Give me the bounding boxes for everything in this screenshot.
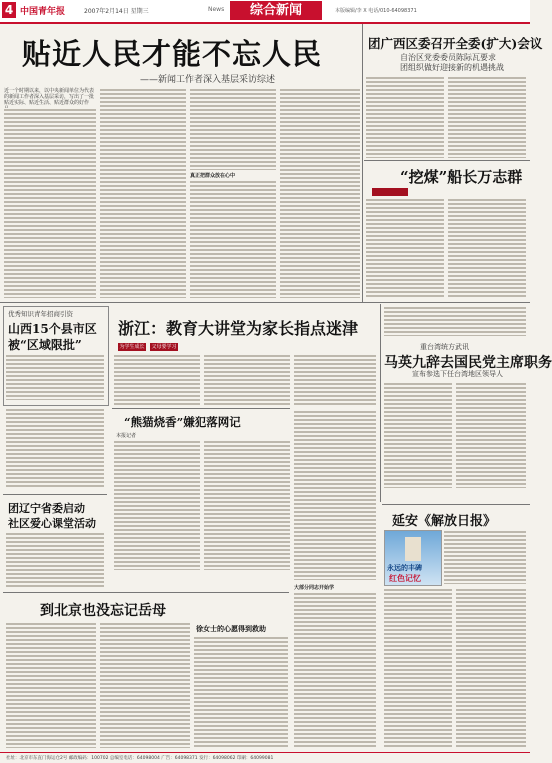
yanan-logo — [384, 530, 442, 586]
zhejiang-column-3 — [294, 354, 376, 406]
lead-column-4 — [280, 88, 360, 298]
taiwan-subtitle-top: 重台湾统方武讯 — [420, 343, 469, 351]
lead-column-3b — [190, 180, 276, 298]
lead-intro: 近一个时期以来，以中央新闻单位为代表的新闻工作者深入基层采访，写出了一批贴近实际、贴近生活、贴近群众的好作 — [4, 88, 95, 106]
beijing-column-1 — [6, 622, 96, 748]
zhejiang-column-2 — [204, 354, 290, 406]
lead-subhead: 真正把群众放在心中 — [190, 173, 236, 179]
divider — [3, 592, 289, 593]
page-number: 4 — [2, 2, 16, 18]
tuanjie-headline-2: 社区爱心课堂活动 — [8, 517, 96, 530]
lead-column-3a — [190, 88, 276, 170]
shanxi-body — [6, 354, 104, 400]
issue-date: 2007年2月14日 星期三 — [84, 8, 149, 15]
coal-column-1 — [366, 198, 444, 298]
lead-subheadline: ——新闻工作者深入基层采访综述 — [140, 75, 276, 85]
tuanjie-body — [6, 532, 104, 588]
police-headline: 徐女士的心愿得到救助 — [196, 624, 266, 633]
shanxi-headline-2: 被“区域限批” — [8, 338, 82, 352]
taiwan-headline: 马英九辞去国民党主席职务 — [384, 355, 552, 371]
panda-column-1 — [114, 440, 200, 570]
tuanxi-column-2 — [448, 76, 526, 158]
divider — [380, 304, 381, 502]
tuanjie-headline-1: 团辽宁省委启动 — [8, 502, 85, 515]
section-title: 综合新闻 — [230, 1, 322, 20]
lead-column-2 — [100, 88, 186, 298]
tuanxi-subtitle-2: 团组织做好迎接新的机遇挑战 — [400, 63, 504, 72]
beijing-headline: 到北京也没忘记岳母 — [40, 603, 166, 619]
footer-text: 社址：北京市东直门海运仓2号 邮政编码：100702 总编室电话：64098004 广告：64098371 发行：64098062 印刷：64099081 — [6, 756, 274, 761]
shanxi-headline-1: 山西15个县市区 — [8, 322, 97, 336]
beijing-column-2 — [100, 622, 190, 748]
divider — [382, 504, 530, 505]
taiwan-top-text — [384, 306, 526, 336]
masthead: 中国青年报 — [20, 7, 66, 17]
zhejiang-column-5 — [294, 592, 376, 748]
tuanxi-column-1 — [366, 76, 444, 158]
editor-info: 本版编辑/李 X 电话/010-64098371 — [335, 8, 417, 14]
zhejiang-column-1 — [114, 354, 200, 406]
yanan-column-1 — [444, 530, 526, 584]
coal-column-2 — [448, 198, 526, 298]
divider — [3, 494, 107, 495]
divider — [362, 24, 363, 302]
coal-headline: “挖煤”船长万志群 — [400, 168, 523, 186]
yanan-headline: 延安《解放日报》 — [392, 514, 497, 529]
footer-rule — [0, 752, 530, 753]
news-label: News — [208, 6, 225, 13]
taiwan-column-2 — [456, 382, 526, 488]
panda-headline: “熊猫烧香”嫌犯落网记 — [124, 415, 241, 429]
panda-byline: 本报记者 — [116, 433, 137, 439]
zhejiang-headline: 浙江：教育大讲堂为家长指点迷津 — [118, 319, 359, 338]
yanan-column-2 — [384, 588, 452, 748]
taiwan-subtitle-bottom: 宣布参选下任台湾地区领导人 — [412, 370, 503, 378]
yanan-column-3 — [456, 588, 526, 748]
divider — [0, 302, 530, 303]
shanxi-body-cont — [6, 408, 104, 488]
tuanxi-headline: 团广西区委召开全委(扩大)会议 — [368, 36, 543, 51]
zhejiang-tag-1: 为学生成长 — [119, 344, 145, 350]
police-bottom-label: 大部分同志开始学 — [294, 585, 335, 591]
panda-column-2 — [204, 440, 290, 570]
divider — [364, 160, 530, 161]
lead-column-1 — [4, 108, 96, 298]
coal-tag — [372, 188, 408, 196]
logo-line-1: 永远的丰碑 — [387, 564, 422, 572]
shanxi-subtitle: 优秀知识青年招商引资 — [8, 310, 73, 318]
logo-line-2: 红色记忆 — [389, 574, 421, 583]
police-body — [194, 636, 288, 748]
zhejiang-column-4 — [294, 410, 376, 580]
zhejiang-tag-2: 父母要学习 — [151, 344, 177, 350]
divider — [112, 408, 290, 409]
lead-headline: 贴近人民才能不忘人民 — [22, 37, 323, 71]
tuanxi-subtitle-1: 自治区党委委员陈际瓦要求 — [400, 53, 496, 62]
pagoda-icon — [405, 537, 421, 561]
taiwan-column-1 — [384, 382, 452, 488]
